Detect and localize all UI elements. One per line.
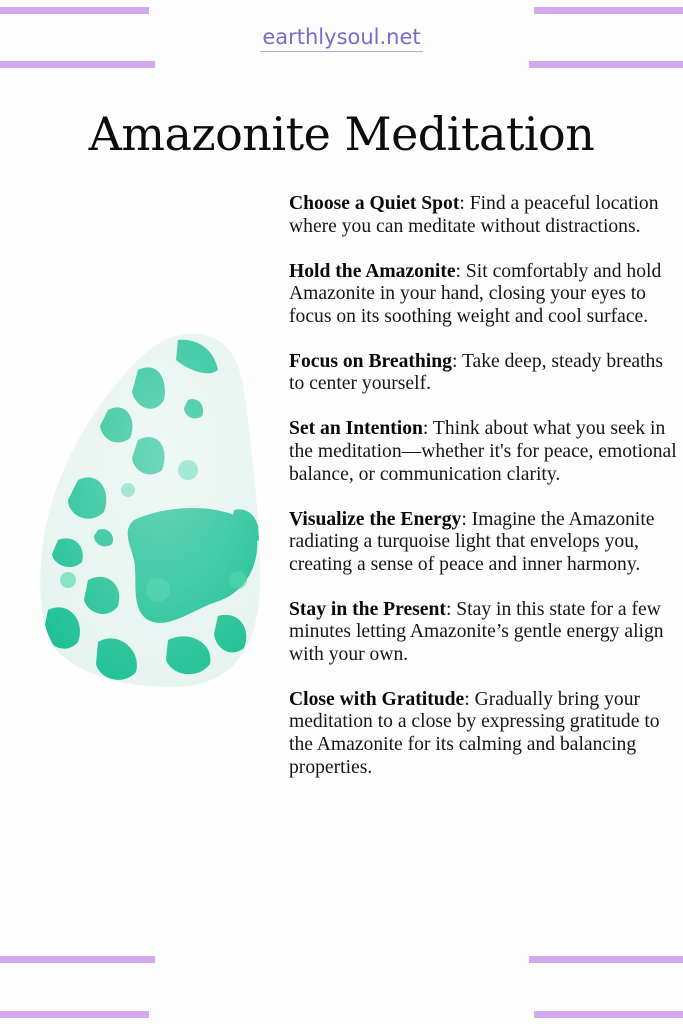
accent-bar-bottom-right-2 [534, 1011, 683, 1018]
step-heading: Hold the Amazonite [289, 260, 456, 282]
amazonite-stone-image [38, 330, 262, 690]
accent-bar-bottom-left-1 [0, 956, 155, 963]
accent-bar-bottom-right-1 [529, 956, 683, 963]
step-text: : Find a peaceful location where you can meditate without distractions. [289, 193, 659, 237]
step-text: : Imagine the Amazonite radiating a turquoise light that envelops you, creating a sense of peace and inner harmony. [289, 508, 655, 575]
accent-bar-bottom-left-2 [0, 1011, 149, 1018]
accent-bar-top-right-1 [534, 7, 683, 14]
site-logo-text: earthlysoul.net [260, 24, 422, 52]
step-focus-breathing [289, 351, 681, 396]
accent-bar-top-right-2 [529, 61, 683, 68]
step-heading: Stay in the Present [289, 598, 446, 620]
step-text: : Take deep, steady breaths to center yourself. [289, 350, 663, 395]
step-text: : Gradually bring your meditation to a close by expressing gratitude to the Amazonite for its calming and balancing properties. [289, 688, 660, 778]
accent-bar-top-left-1 [0, 7, 149, 14]
step-visualize-energy [289, 509, 681, 577]
step-text: : Think about what you seek in the meditation—whether it's for peace, emotional balance, or communication clarity. [289, 418, 677, 485]
step-text: : Stay in this state for a few minutes letting Amazonite’s gentle energy align with your own. [289, 598, 664, 665]
step-choose-quiet-spot [289, 193, 681, 238]
step-heading: Set an Intention [289, 418, 423, 440]
step-set-intention [289, 418, 681, 486]
accent-bar-top-left-2 [0, 61, 155, 68]
site-logo[interactable] [0, 24, 683, 52]
step-heading: Focus on Breathing [289, 350, 452, 372]
step-heading: Visualize the Energy [289, 508, 462, 530]
page-title: Amazonite Meditation [88, 107, 595, 161]
meditation-steps-list [289, 193, 681, 802]
step-heading: Choose a Quiet Spot [289, 193, 460, 214]
step-heading: Close with Gratitude [289, 688, 465, 710]
step-hold-amazonite [289, 261, 681, 329]
step-close-gratitude [289, 689, 681, 779]
step-stay-present [289, 599, 681, 667]
step-text: : Sit comfortably and hold Amazonite in your hand, closing your eyes to focus on its soothing weight and cool surface. [289, 260, 662, 327]
